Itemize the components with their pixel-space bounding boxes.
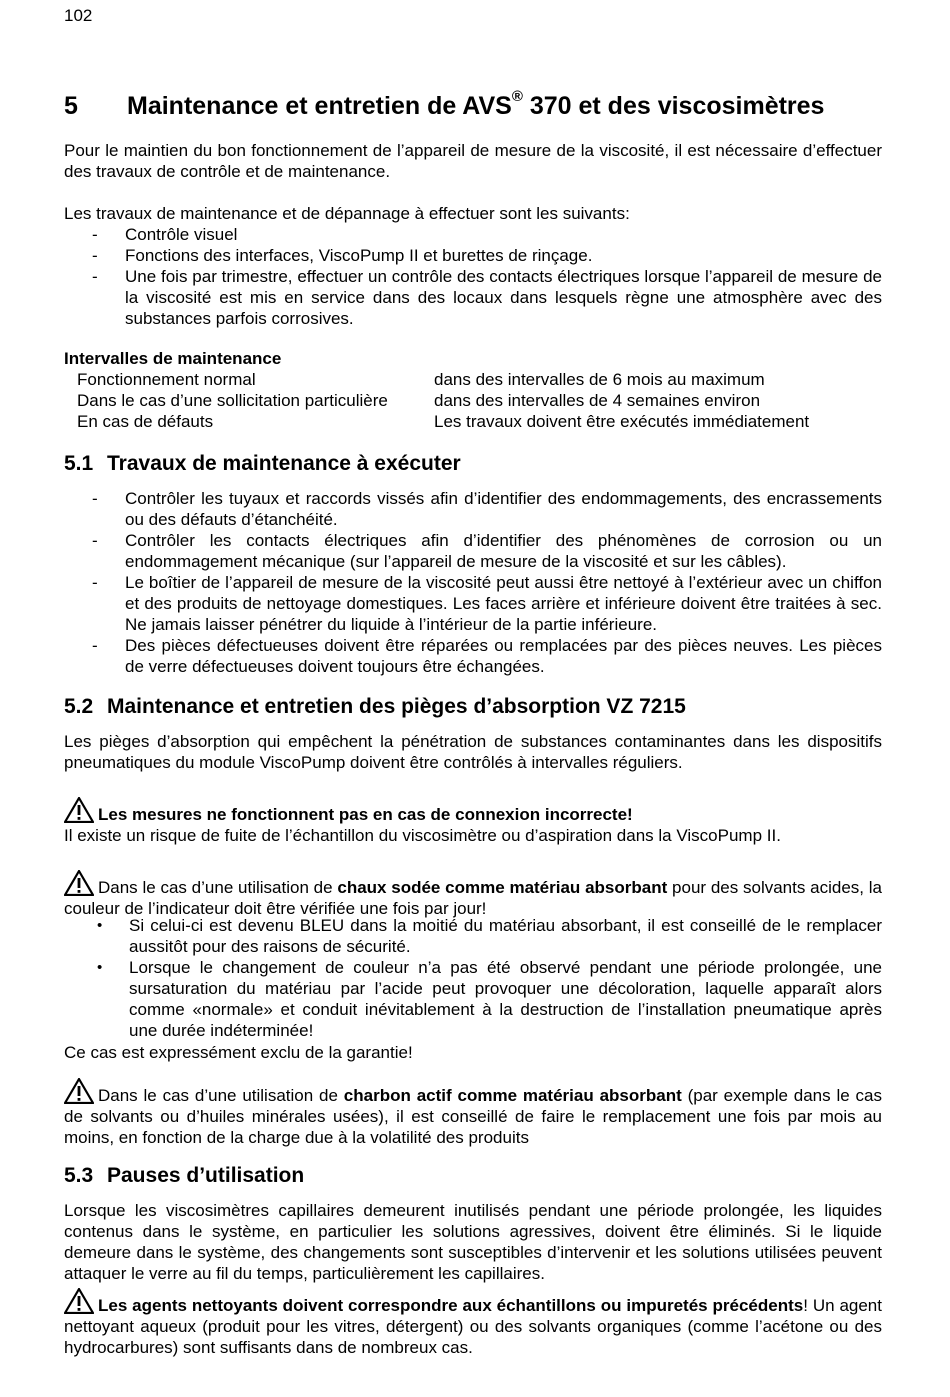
warning-title: Les mesures ne fonctionnent pas en cas de connexion incorrecte! [98,805,633,824]
maintenance-intervals [64,348,882,432]
tasks-list [64,224,882,329]
dash-mark: - [92,267,98,286]
section-number: 5.2 [64,695,94,718]
section-number: 5.3 [64,1164,94,1187]
section-title: Pauses d’utilisation [107,1164,305,1187]
interval-row [64,369,882,390]
warning-triangle-icon [64,1288,94,1314]
section-number: 5.1 [64,452,94,475]
dash-mark: - [92,531,98,550]
bullet-mark: • [97,959,103,976]
list-item: - Fonctions des interfaces, ViscoPump II et burettes de rinçage. [92,246,593,265]
list-item: - Des pièces défectueuses doivent être réparées ou remplacées par des pièces neuves. Les pièces de verre défectueuses doivent toujours être échangées. [92,636,882,676]
section-title-part1: Maintenance et entretien de AVS [127,92,512,120]
section-5-2-heading [64,695,686,719]
warning-text: Un agent nettoyant aqueux (produit pour les vitres, détergent) ou des solvants organiques (comme l’acétone ou des hydrocarbures) sont suffisants dans de nombreux cas. [64,1296,882,1357]
interval-case: En cas de défauts [77,412,214,431]
warning-activated-carbon: Dans le cas d’une utilisation de charbon actif comme matériau absorbant (par exemple dans le cas de solvants ou d’huiles minérales usées), il est conseillé de faire le remplacement une fois par mois au moins, en fonction de la charge due à la volatilité des produits [64,1078,882,1148]
registered-mark: ® [511,88,523,105]
intervals-title: Intervalles de maintenance [64,349,282,368]
section-5-3-heading [64,1164,304,1188]
section-5-2-intro: Les pièges d’absorption qui empêchent la pénétration de substances contaminantes dans les dispositifs pneumatiques du module ViscoPump doivent être contrôlés à intervalles réguliers. [64,732,882,772]
dash-mark: - [92,246,98,265]
interval-case: Dans le cas d’une sollicitation particulière [77,391,388,410]
section-5-heading [64,88,825,121]
list-item: - Le boîtier de l’appareil de mesure de la viscosité peut aussi être nettoyé à l’extérieur avec un chiffon et des produits de nettoyage domestiques. Les faces arrière et inférieure doivent être traitées à sec. Ne jamais laisser pénétrer du liquide à l’intérieur de la partie inférieure. [92,573,882,634]
section-title: Maintenance et entretien des pièges d’absorption VZ 7215 [107,695,686,718]
dash-mark: - [92,225,98,244]
section-title-part2: 370 et des viscosimètres [522,92,825,120]
list-item: - Contrôle visuel [92,225,238,244]
section-title: Travaux de maintenance à exécuter [107,452,461,475]
interval-value: dans des intervalles de 6 mois au maximum [434,370,765,389]
page-number: 102 [64,6,93,25]
soda-lime-bullets [64,915,882,1041]
list-item: • Lorsque le changement de couleur n’a pas été observé pendant une période prolongée, une sursaturation du matériau par l’acide peut provoquer une décoloration, laquelle apparaît alors comme «normale» et conduit inévitablement à la destruction de l’installation pneumatique après une durée indéterminée! [97,958,882,1040]
maintenance-tasks-list [64,488,882,677]
interval-value: Les travaux doivent être exécutés immédiatement [434,412,810,431]
warning-connection [64,797,882,846]
warranty-note: Ce cas est expressément exclu de la garantie! [64,1043,413,1062]
list-item: - Contrôler les tuyaux et raccords vissés afin d’identifier des endommagements, des encrassements ou des défauts d’étanchéité. [92,489,882,529]
interval-value: dans des intervalles de 4 semaines environ [434,391,761,410]
dash-mark: - [92,573,98,592]
dash-mark: - [92,636,98,655]
tasks-intro: Les travaux de maintenance et de dépannage à effectuer sont les suivants: [64,204,630,223]
interval-row [64,390,882,411]
list-item: - Une fois par trimestre, effectuer un contrôle des contacts électriques lorsque l’appareil de mesure de la viscosité est mis en service dans des locaux dans lesquels règne une atmosphère avec des substances parfois corrosives. [92,267,882,328]
section-5-3-text: Lorsque les viscosimètres capillaires demeurent inutilisés pendant une période prolongée, les liquides contenus dans le système, en particulier les solutions agressives, doivent être éliminés. Si le liquide demeure dans le système, des changements sont susceptibles d’intervenir et les solutions utilisées peuvent attaquer le verre au fil du temps, particulièrement les capillaires. [64,1201,882,1283]
list-item: • Si celui-ci est devenu BLEU dans la moitié du matériau absorbant, il est conseillé de le remplacer aussitôt pour des raisons de sécurité. [97,916,882,956]
warning-cleaning-agents: Les agents nettoyants doivent correspondre aux échantillons ou impuretés précédents! Un agent nettoyant aqueux (produit pour les vitres, détergent) ou des solvants organiques (comme l’acétone ou des hydrocarbures) sont suffisants dans de nombreux cas. [64,1288,882,1358]
interval-case: Fonctionnement normal [77,370,256,389]
warning-text: Il existe un risque de fuite de l’échantillon du viscosimètre ou d’aspiration dans la ViscoPump II. [64,826,781,845]
warning-triangle-icon [64,870,94,896]
warning-triangle-icon [64,797,94,823]
warning-soda-lime: Dans le cas d’une utilisation de chaux sodée comme matériau absorbant pour des solvants acides, la couleur de l’indicateur doit être vérifiée une fois par jour! [64,870,882,919]
section-number: 5 [64,92,78,120]
section-5-1-heading [64,452,461,476]
dash-mark: - [92,489,98,508]
section-5-intro: Pour le maintien du bon fonctionnement de l’appareil de mesure de la viscosité, il est nécessaire d’effectuer des travaux de contrôle et de maintenance. [64,141,882,181]
warning-triangle-icon [64,1078,94,1104]
list-item: - Contrôler les contacts électriques afin d’identifier des phénomènes de corrosion ou un endommagement mécanique (sur l’appareil de mesure de la viscosité et sur les câbles). [92,531,882,571]
bullet-mark: • [97,917,103,934]
interval-row [64,411,882,432]
